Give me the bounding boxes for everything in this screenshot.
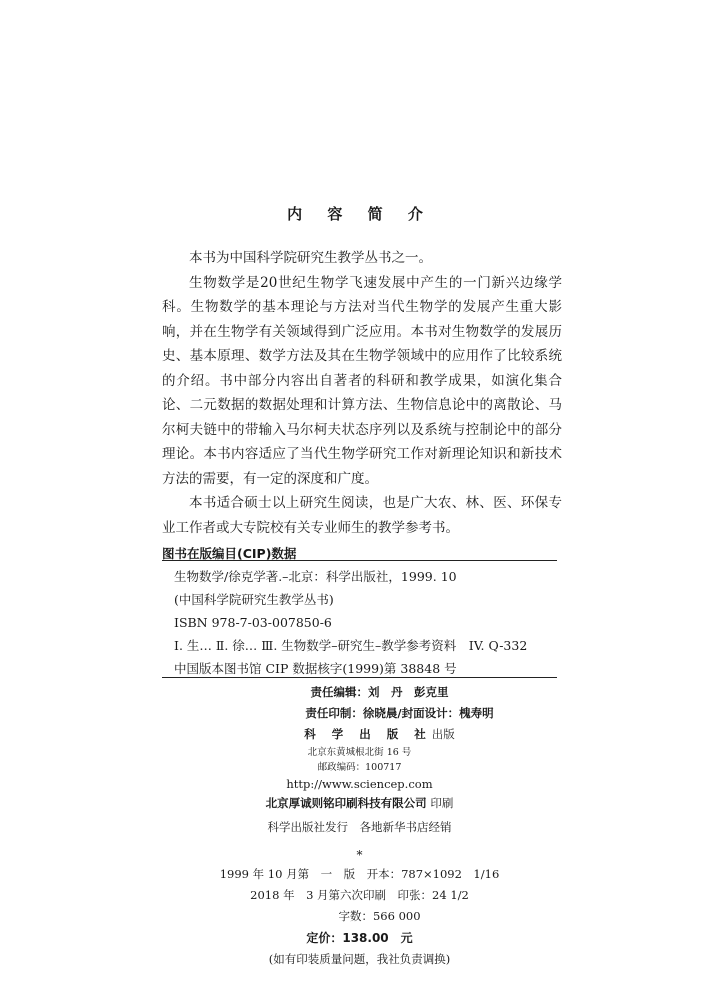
word-count: 字数：566 000 xyxy=(338,909,421,923)
publisher-url: http://www.sciencep.com xyxy=(286,777,433,791)
print-and-cover-credits: 责任印制：徐晓晨/封面设计：槐寿明 xyxy=(305,706,494,720)
publisher-name: 科 学 出 版 社 xyxy=(304,727,432,741)
printer-suffix: 印刷 xyxy=(430,796,454,810)
printer-line xyxy=(162,793,557,814)
cip-line-classification: Ⅰ. 生… Ⅱ. 徐… Ⅲ. 生物数学–研究生–教学参考资料 IV. Q-332 xyxy=(174,638,528,653)
cip-line-series: (中国科学院研究生教学丛书) xyxy=(174,592,334,607)
printer-name: 北京厚诚则铭印刷科技有限公司 xyxy=(265,796,427,810)
quality-notice: (如有印装质量问题，我社负责调换) xyxy=(268,952,451,966)
responsible-editors: 责任编辑：刘 丹 彭克里 xyxy=(310,685,449,699)
publisher-postcode: 邮政编码：100717 xyxy=(317,762,402,773)
separator-star: * xyxy=(356,848,363,862)
reprint-line: 2018 年 3 月第六次印刷 印张：24 1/2 xyxy=(250,888,469,902)
price-line: 定价：138.00 元 xyxy=(306,931,413,945)
intro-paragraph: 生物数学是20世纪生物学飞速发展中产生的一门新兴边缘学科。生物数学的基本理论与方法对当代生物学的发展产生重大影响，并在生物学有关领域得到广泛应用。本书对生物数学的发展历史、基本原理、数学方法及其在生物学领域中的应用作了比较系统的介绍。书中部分内容出自著者的科研和教学成果，如演化集合论、二元数据的数据处理和计算方法、生物信息论中的离散论、马尔柯夫链中的带输入马尔柯夫状态序列以及系统与控制论中的部分理论。本书内容适应了当代生物学研究工作对新理论知识和新技术方法的需要，有一定的深度和广度。 xyxy=(162,274,562,487)
intro-paragraph: 本书为中国科学院研究生教学丛书之一。 xyxy=(189,250,432,266)
intro-paragraph: 本书适合硕士以上研究生阅读，也是广大农、林、医、环保专业工作者或大专院校有关专业师生的教学参考书。 xyxy=(162,495,562,536)
cip-line-title: 生物数学/徐克学著.–北京：科学出版社，1999. 10 xyxy=(174,569,457,584)
distribution-line: 科学出版社发行 各地新华书店经销 xyxy=(267,820,452,834)
publisher-line xyxy=(162,724,557,745)
publisher-suffix: 出版 xyxy=(431,727,455,741)
cip-line-record-number: 中国版本图书馆 CIP 数据核字(1999)第 38848 号 xyxy=(174,661,457,676)
publication-credits xyxy=(162,682,557,970)
cip-title: 图书在版编目(CIP)数据 xyxy=(162,546,297,561)
publisher-address: 北京东黄城根北街 16 号 xyxy=(307,747,412,758)
intro-text xyxy=(162,246,562,540)
edition-line: 1999 年 10 月第 一 版 开本：787×1092 1/16 xyxy=(219,867,500,881)
cip-line-isbn: ISBN 978-7-03-007850-6 xyxy=(174,615,332,630)
intro-title: 内 容 简 介 xyxy=(287,205,433,223)
cip-data-box xyxy=(162,560,557,678)
